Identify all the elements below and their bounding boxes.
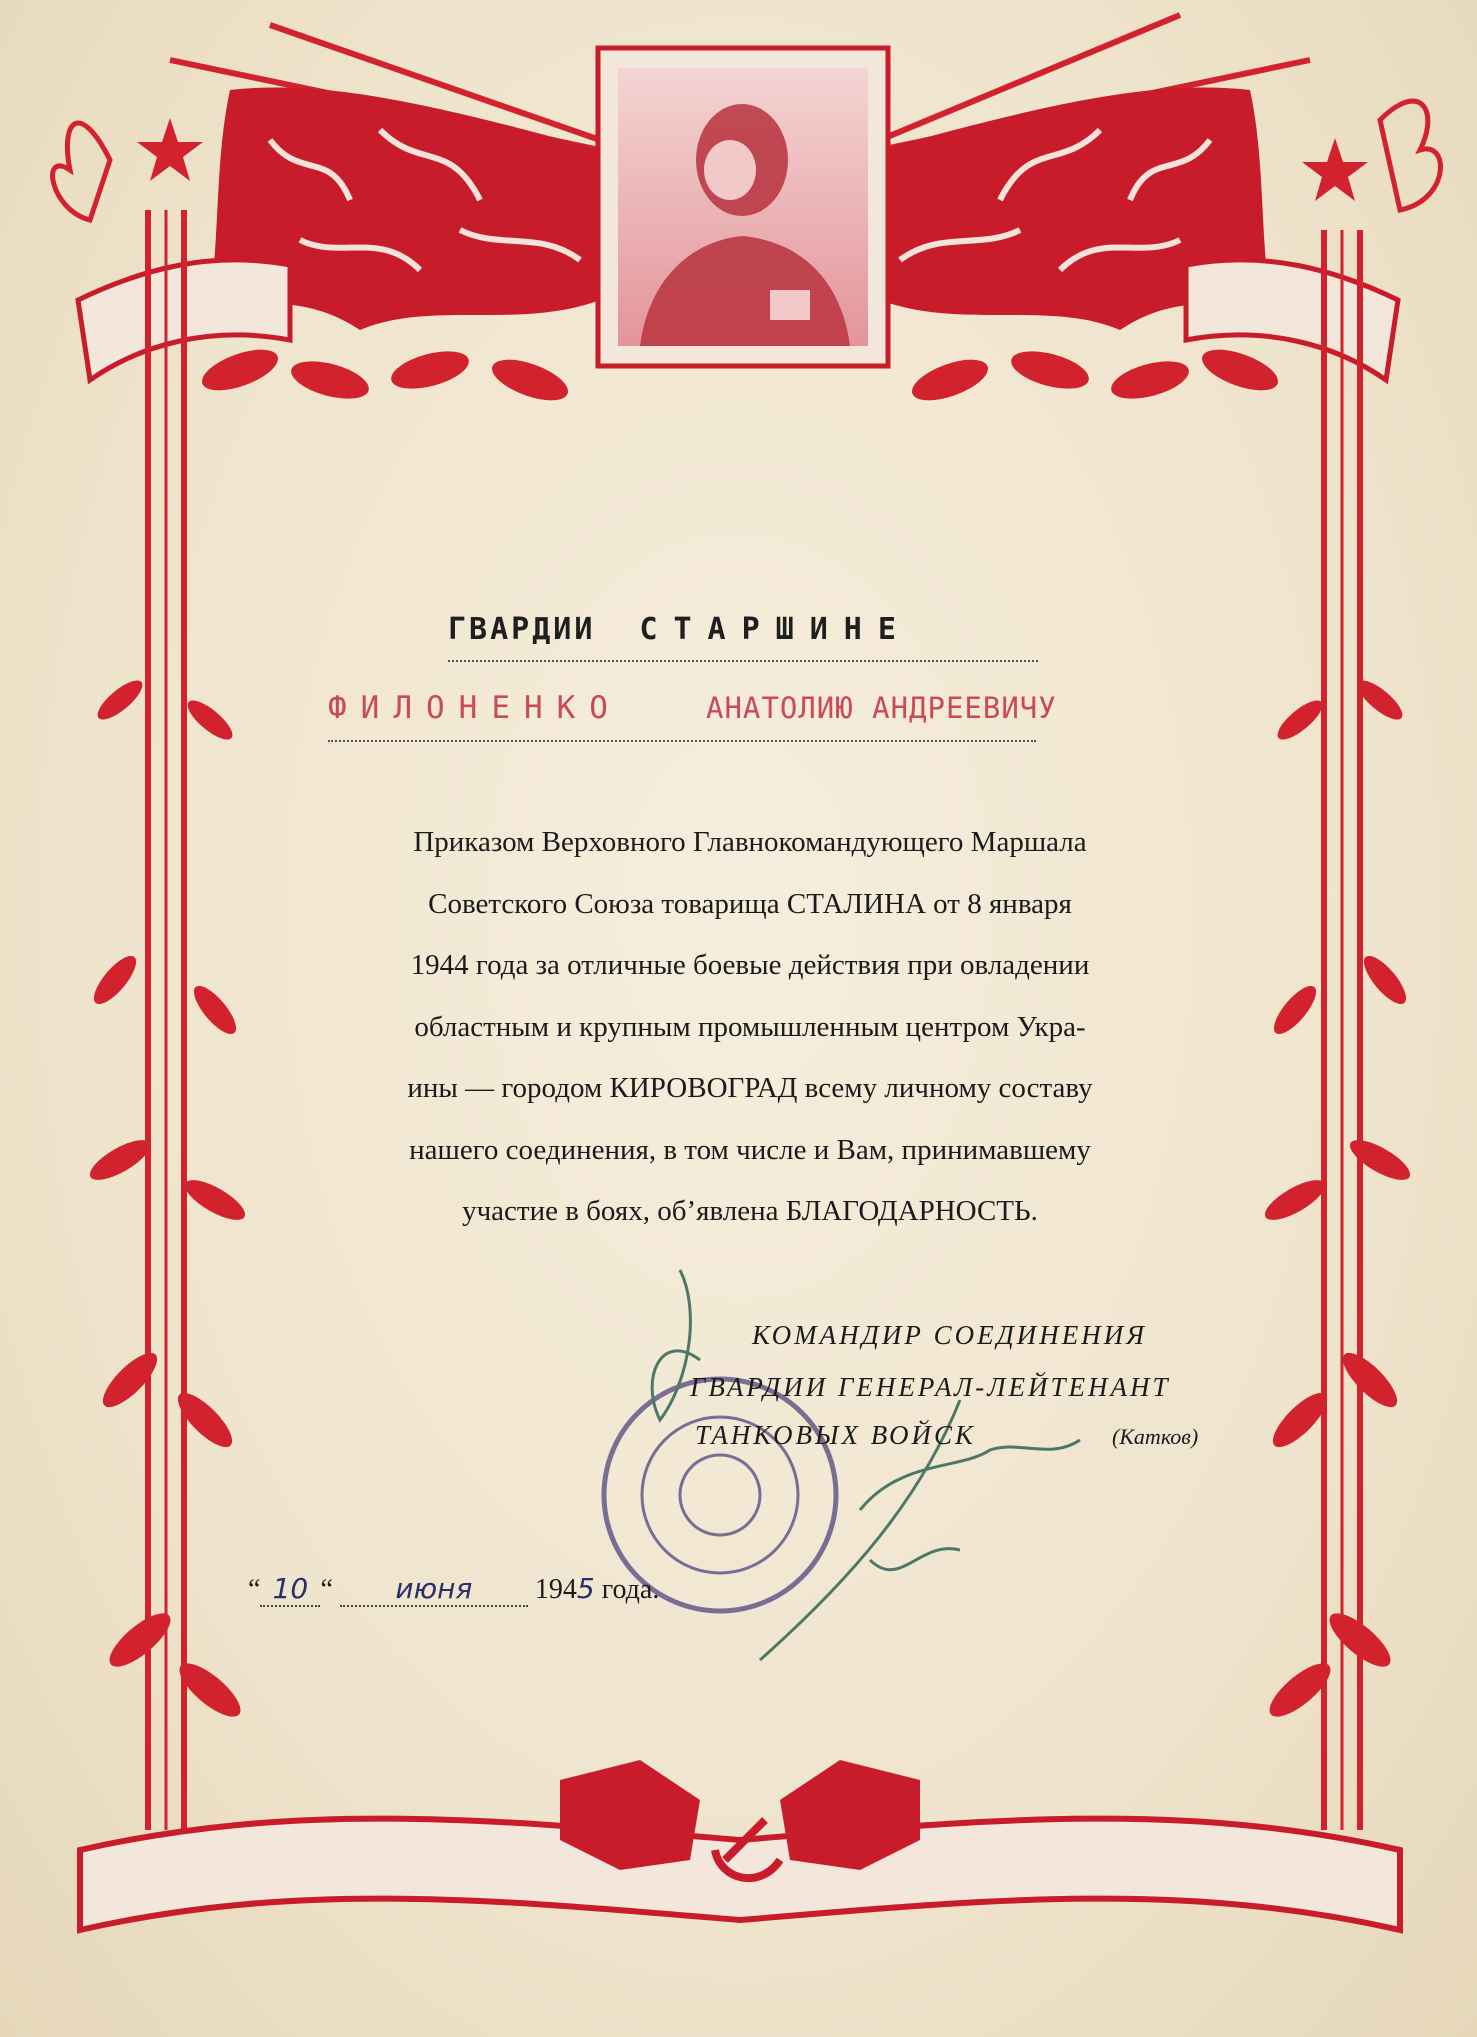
date-close-quote: “: [320, 1574, 333, 1605]
left-column: [148, 210, 184, 1830]
body-line: участие в боях, об’явлена БЛАГОДАРНОСТЬ.: [462, 1195, 1038, 1227]
issue-date: [248, 1572, 659, 1616]
rank-word-guards: ГВАРДИИ: [448, 612, 596, 647]
rank-word-sergeant-major: СТАРШИНЕ: [639, 612, 912, 647]
left-star-icon: [137, 118, 203, 181]
right-column: [1324, 230, 1360, 1830]
body-line: областным и крупным промышленным центром Укра-: [414, 1010, 1086, 1043]
date-year-printed: 194: [534, 1574, 577, 1605]
commendation-text: [340, 812, 1160, 1243]
signature-title-commander: КОМАНДИР СОЕДИНЕНИЯ: [752, 1320, 1147, 1350]
signature-title-branch: ТАНКОВЫХ ВОЙСК: [695, 1420, 976, 1450]
right-star-icon: [1302, 138, 1368, 201]
recipient-name: [328, 690, 1057, 742]
signature-title-rank: ГВАРДИИ ГЕНЕРАЛ-ЛЕЙТЕНАНТ: [690, 1372, 1171, 1402]
body-line: нашего соединения, в том числе и Вам, принимавшему: [409, 1133, 1091, 1166]
date-day: 10: [260, 1572, 320, 1607]
date-suffix: года.: [601, 1574, 660, 1605]
signatory-name: (Катков): [1112, 1424, 1199, 1449]
body-line: ины — городом КИРОВОГРАД всему личному составу: [407, 1072, 1093, 1104]
recipient-surname: ФИЛОНЕНКО: [328, 690, 622, 726]
recipient-rank: [448, 612, 1038, 662]
body-line: Советского Союза товарища СТАЛИНА от 8 января: [428, 887, 1072, 920]
date-open-quote: “: [248, 1574, 261, 1605]
date-year-handwritten: 5: [576, 1572, 595, 1605]
body-line: 1944 года за отличные боевые действия при овладении: [410, 949, 1090, 981]
body-line: Приказом Верховного Главнокомандующего Маршала: [413, 826, 1087, 858]
date-month: июня: [340, 1572, 528, 1607]
recipient-given-names: АНАТОЛИЮ АНДРЕЕВИЧУ: [705, 691, 1057, 725]
